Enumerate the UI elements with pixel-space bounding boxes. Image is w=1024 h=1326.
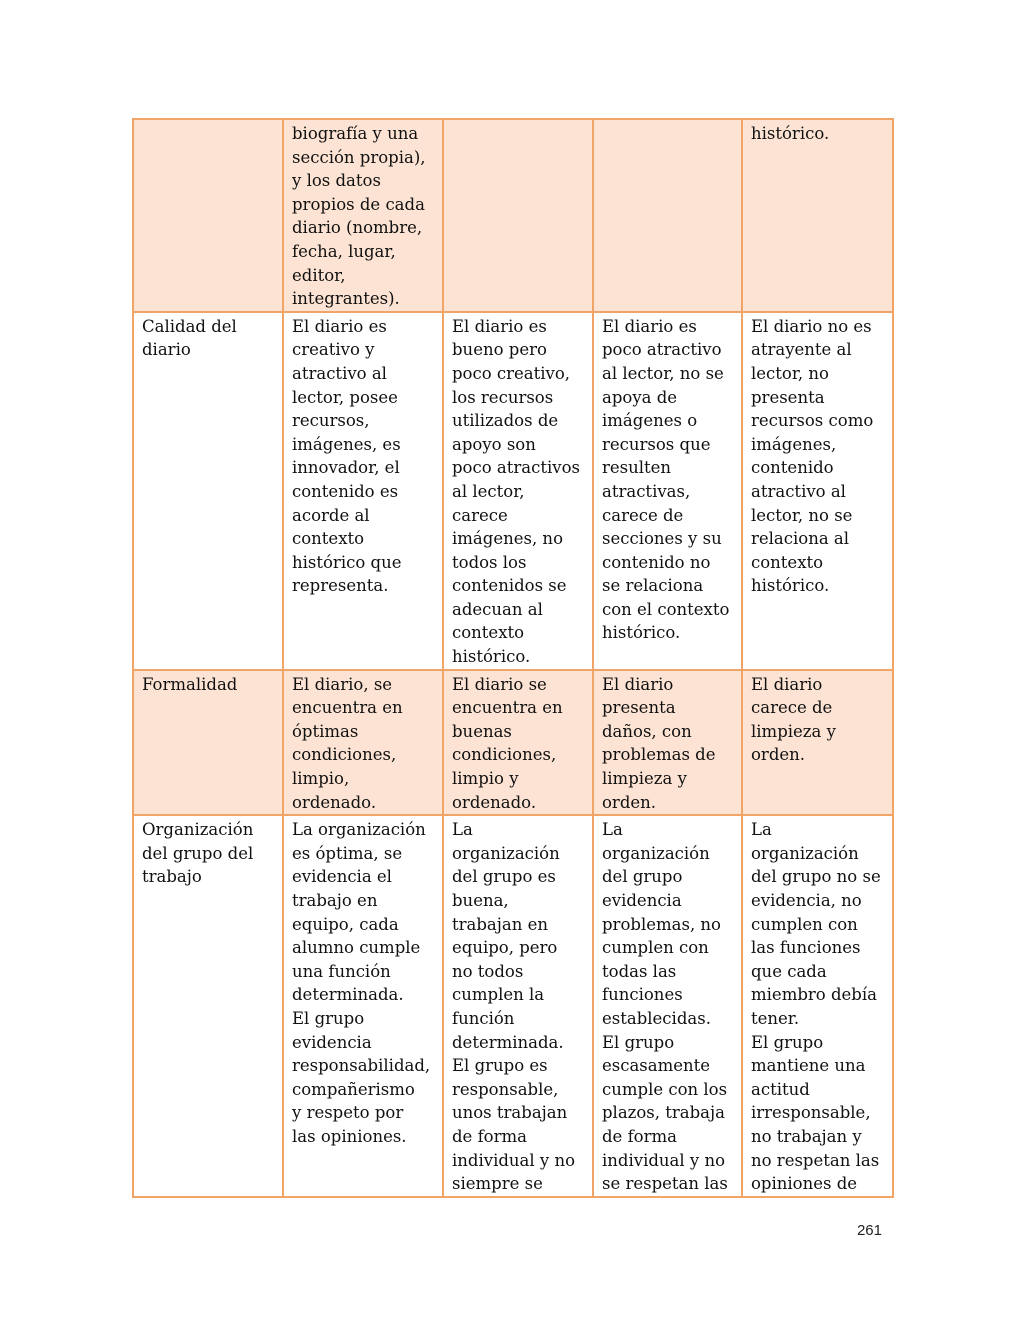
page-number: 261 — [856, 1222, 882, 1239]
level-cell: biografía y una sección propia), y los datos propios de cada diario (nombre, fecha, lugar, editor, integrantes). — [283, 119, 443, 312]
table-row — [133, 670, 893, 816]
level-cell — [443, 119, 593, 312]
table-row — [133, 312, 893, 670]
level-cell: La organización del grupo es buena, trabajan en equipo, pero no todos cumplen la función determinada. El grupo es responsable, unos trabajan de forma individual y no siempre se — [443, 815, 593, 1197]
level-cell: El diario es creativo y atractivo al lector, posee recursos, imágenes, es innovador, el contenido es acorde al contexto histórico que representa. — [283, 312, 443, 670]
criterion-cell — [133, 119, 283, 312]
rubric-table — [132, 118, 894, 1198]
level-cell — [593, 119, 742, 312]
level-cell: La organización es óptima, se evidencia el trabajo en equipo, cada alumno cumple una función determinada. El grupo evidencia responsabilidad, compañerismo y respeto por las opiniones. — [283, 815, 443, 1197]
level-cell: El diario carece de limpieza y orden. — [742, 670, 893, 816]
level-cell: El diario es poco atractivo al lector, no se apoya de imágenes o recursos que resulten atractivas, carece de secciones y su contenido no se relaciona con el contexto histórico. — [593, 312, 742, 670]
level-cell: El diario es bueno pero poco creativo, los recursos utilizados de apoyo son poco atractivos al lector, carece imágenes, no todos los contenidos se adecuan al contexto histórico. — [443, 312, 593, 670]
level-cell: El diario, se encuentra en óptimas condiciones, limpio, ordenado. — [283, 670, 443, 816]
level-cell: histórico. — [742, 119, 893, 312]
table-row — [133, 119, 893, 312]
criterion-cell: Formalidad — [133, 670, 283, 816]
level-cell: El diario no es atrayente al lector, no presenta recursos como imágenes, contenido atractivo al lector, no se relaciona al contexto histórico. — [742, 312, 893, 670]
level-cell: La organización del grupo evidencia problemas, no cumplen con todas las funciones establecidas. El grupo escasamente cumple con los plazos, trabaja de forma individual y no se respetan las — [593, 815, 742, 1197]
table-row — [133, 815, 893, 1197]
criterion-cell: Organización del grupo del trabajo — [133, 815, 283, 1197]
level-cell: El diario presenta daños, con problemas de limpieza y orden. — [593, 670, 742, 816]
level-cell: El diario se encuentra en buenas condiciones, limpio y ordenado. — [443, 670, 593, 816]
level-cell: La organización del grupo no se evidencia, no cumplen con las funciones que cada miembro debía tener. El grupo mantiene una actitud irresponsable, no trabajan y no respetan las opiniones de — [742, 815, 893, 1197]
criterion-cell: Calidad del diario — [133, 312, 283, 670]
